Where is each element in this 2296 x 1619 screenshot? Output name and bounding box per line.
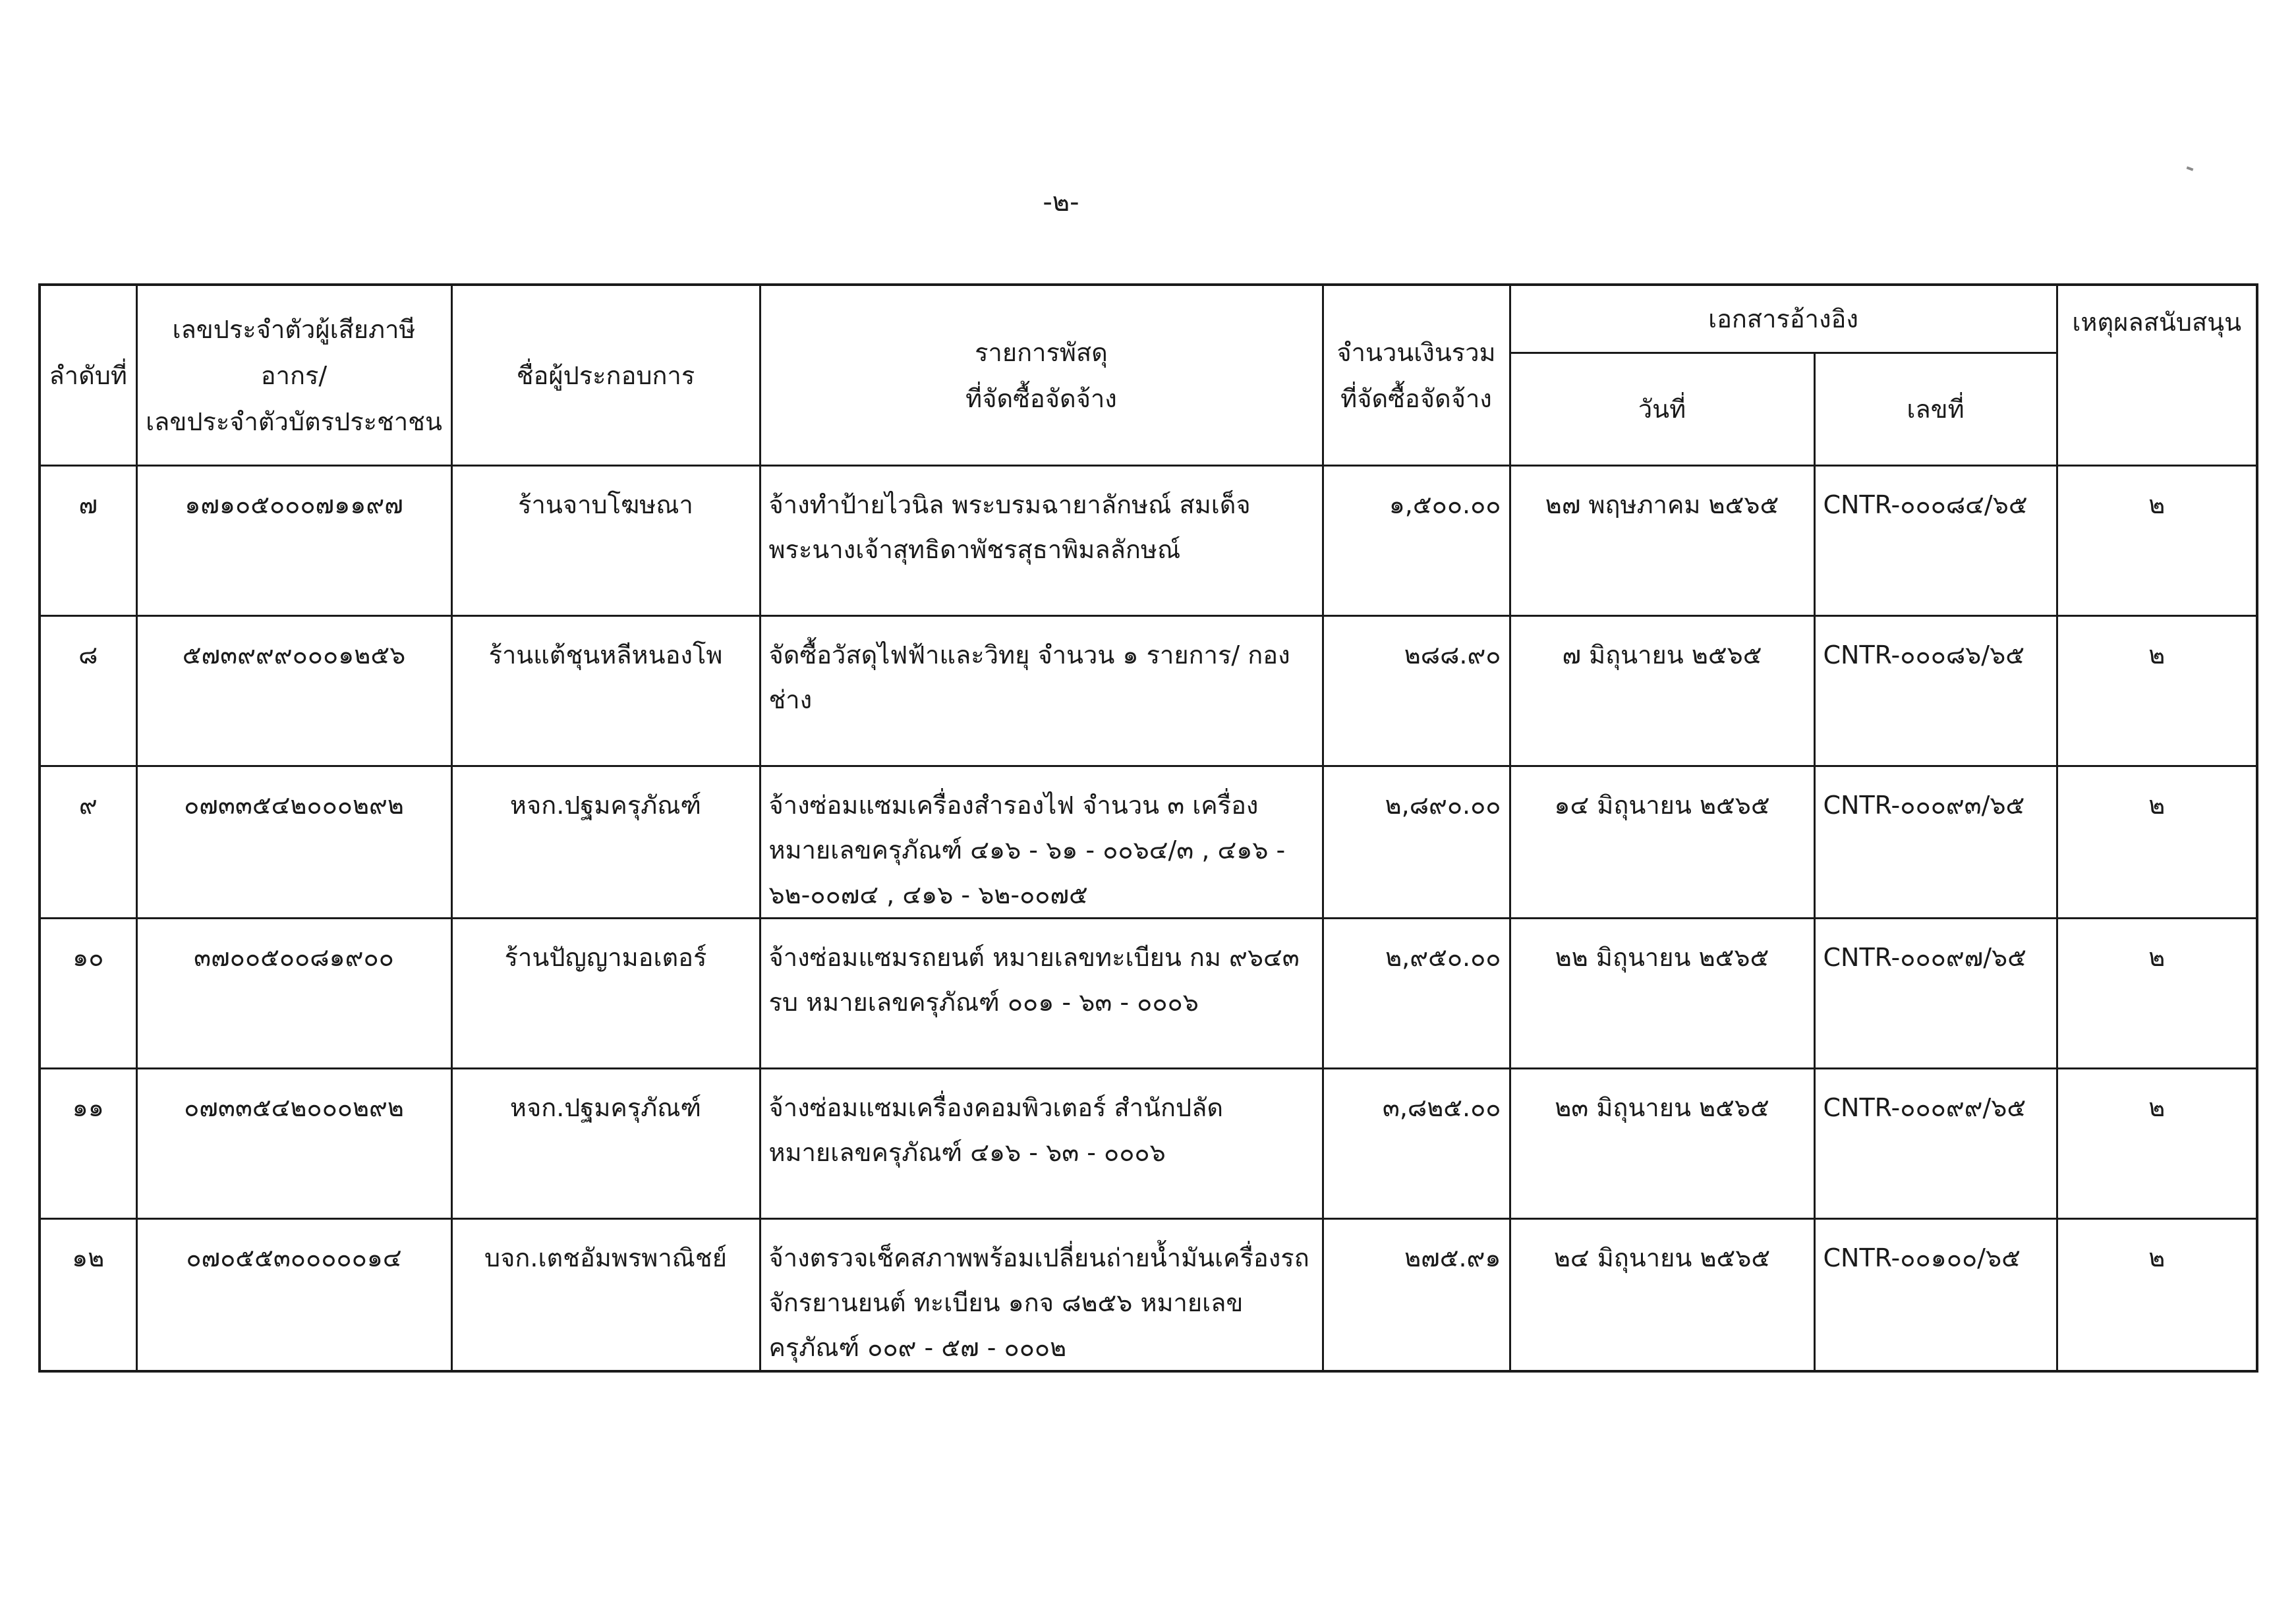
cell-reason: ๒: [2057, 616, 2257, 766]
header-date: วันที่: [1510, 353, 1814, 466]
cell-amount: ๒๗๕.๙๑: [1323, 1219, 1510, 1372]
cell-tax-id: ๓๗๐๐๕๐๐๘๑๙๐๐: [136, 919, 451, 1069]
cell-tax-id: ๐๗๐๕๕๓๐๐๐๐๐๑๔: [136, 1219, 451, 1372]
cell-item: จ้างซ่อมแซมเครื่องคอมพิวเตอร์ สำนักปลัด หมายเลขครุภัณฑ์ ๔๑๖ - ๖๓ - ๐๐๐๖: [760, 1069, 1323, 1219]
table-header: [40, 285, 2257, 466]
cell-doc-no: CNTR-๐๐๑๐๐/๖๕: [1814, 1219, 2057, 1372]
scan-mark: [2187, 166, 2194, 171]
table-body: [40, 466, 2257, 1372]
cell-seq: ๑๒: [40, 1219, 136, 1372]
header-item-line1: รายการพัสดุ: [975, 337, 1108, 367]
cell-date: ๑๔ มิถุนายน ๒๕๖๕: [1510, 766, 1814, 919]
table-row: [40, 616, 2257, 766]
cell-date: ๒๔ มิถุนายน ๒๕๖๕: [1510, 1219, 1814, 1372]
cell-amount: ๓,๘๒๕.๐๐: [1323, 1069, 1510, 1219]
table-row: [40, 919, 2257, 1069]
cell-tax-id: ๐๗๓๓๕๔๒๐๐๐๒๙๒: [136, 1069, 451, 1219]
cell-seq: ๑๐: [40, 919, 136, 1069]
cell-item: จ้างซ่อมแซมรถยนต์ หมายเลขทะเบียน กม ๙๖๔๓ รบ หมายเลขครุภัณฑ์ ๐๐๑ - ๖๓ - ๐๐๐๖: [760, 919, 1323, 1069]
cell-reason: ๒: [2057, 766, 2257, 919]
cell-date: ๗ มิถุนายน ๒๕๖๕: [1510, 616, 1814, 766]
cell-reason: ๒: [2057, 919, 2257, 1069]
cell-doc-no: CNTR-๐๐๐๘๖/๖๕: [1814, 616, 2057, 766]
cell-doc-no: CNTR-๐๐๐๘๔/๖๕: [1814, 466, 2057, 616]
cell-vendor: ร้านแต้ชุนหลีหนองโพ: [451, 616, 760, 766]
cell-seq: ๗: [40, 466, 136, 616]
header-tax-id-line2: เลขประจำตัวบัตรประชาชน: [146, 407, 442, 436]
cell-tax-id: ๐๗๓๓๕๔๒๐๐๐๒๙๒: [136, 766, 451, 919]
procurement-table: [38, 283, 2258, 1373]
cell-amount: ๒,๘๙๐.๐๐: [1323, 766, 1510, 919]
cell-seq: ๘: [40, 616, 136, 766]
header-reference: เอกสารอ้างอิง: [1510, 285, 2057, 353]
header-tax-id-line1: เลขประจำตัวผู้เสียภาษีอากร/: [172, 314, 416, 390]
cell-item: จัดซื้อวัสดุไฟฟ้าและวิทยุ จำนวน ๑ รายการ/ กองช่าง: [760, 616, 1323, 766]
cell-date: ๒๗ พฤษภาคม ๒๕๖๕: [1510, 466, 1814, 616]
header-vendor: ชื่อผู้ประกอบการ: [451, 285, 760, 466]
cell-reason: ๒: [2057, 466, 2257, 616]
cell-amount: ๑,๕๐๐.๐๐: [1323, 466, 1510, 616]
header-item: [760, 285, 1323, 466]
header-amount-line1: จำนวนเงินรวม: [1336, 337, 1496, 367]
page-number: -๒-: [1043, 187, 1079, 217]
table-row: [40, 1069, 2257, 1219]
table-row: [40, 466, 2257, 616]
cell-seq: ๙: [40, 766, 136, 919]
header-reason: เหตุผลสนับสนุน: [2057, 285, 2257, 466]
cell-reason: ๒: [2057, 1069, 2257, 1219]
table-row: [40, 1219, 2257, 1372]
cell-seq: ๑๑: [40, 1069, 136, 1219]
cell-amount: ๒,๙๕๐.๐๐: [1323, 919, 1510, 1069]
cell-vendor: ร้านปัญญามอเตอร์: [451, 919, 760, 1069]
cell-doc-no: CNTR-๐๐๐๙๗/๖๕: [1814, 919, 2057, 1069]
header-doc-no: เลขที่: [1814, 353, 2057, 466]
cell-tax-id: ๑๗๑๐๕๐๐๐๗๑๑๙๗: [136, 466, 451, 616]
header-amount-line2: ที่จัดซื้อจัดจ้าง: [1340, 383, 1492, 413]
cell-tax-id: ๕๗๓๙๙๙๐๐๐๑๒๕๖: [136, 616, 451, 766]
cell-item: จ้างซ่อมแซมเครื่องสำรองไฟ จำนวน ๓ เครื่อง หมายเลขครุภัณฑ์ ๔๑๖ - ๖๑ - ๐๐๖๔/๓ , ๔๑๖ - ๖๒-๐๐๗๔ , ๔๑๖ - ๖๒-๐๐๗๕: [760, 766, 1323, 919]
cell-item: จ้างตรวจเช็คสภาพพร้อมเปลี่ยนถ่ายน้ำมันเครื่องรถจักรยานยนต์ ทะเบียน ๑กจ ๘๒๕๖ หมายเลขครุภัณฑ์ ๐๐๙ - ๕๗ - ๐๐๐๒: [760, 1219, 1323, 1372]
cell-date: ๒๒ มิถุนายน ๒๕๖๕: [1510, 919, 1814, 1069]
cell-date: ๒๓ มิถุนายน ๒๕๖๕: [1510, 1069, 1814, 1219]
table-row: [40, 766, 2257, 919]
cell-amount: ๒๘๘.๙๐: [1323, 616, 1510, 766]
header-tax-id: [136, 285, 451, 466]
cell-reason: ๒: [2057, 1219, 2257, 1372]
cell-doc-no: CNTR-๐๐๐๙๙/๖๕: [1814, 1069, 2057, 1219]
header-seq: ลำดับที่: [40, 285, 136, 466]
cell-vendor: หจก.ปฐมครุภัณฑ์: [451, 766, 760, 919]
cell-vendor: บจก.เตชอัมพรพาณิชย์: [451, 1219, 760, 1372]
header-amount: [1323, 285, 1510, 466]
cell-doc-no: CNTR-๐๐๐๙๓/๖๕: [1814, 766, 2057, 919]
header-item-line2: ที่จัดซื้อจัดจ้าง: [965, 383, 1117, 413]
cell-vendor: ร้านจาบโฆษณา: [451, 466, 760, 616]
cell-vendor: หจก.ปฐมครุภัณฑ์: [451, 1069, 760, 1219]
cell-item: จ้างทำป้ายไวนิล พระบรมฉายาลักษณ์ สมเด็จพระนางเจ้าสุทธิดาพัชรสุธาพิมลลักษณ์: [760, 466, 1323, 616]
